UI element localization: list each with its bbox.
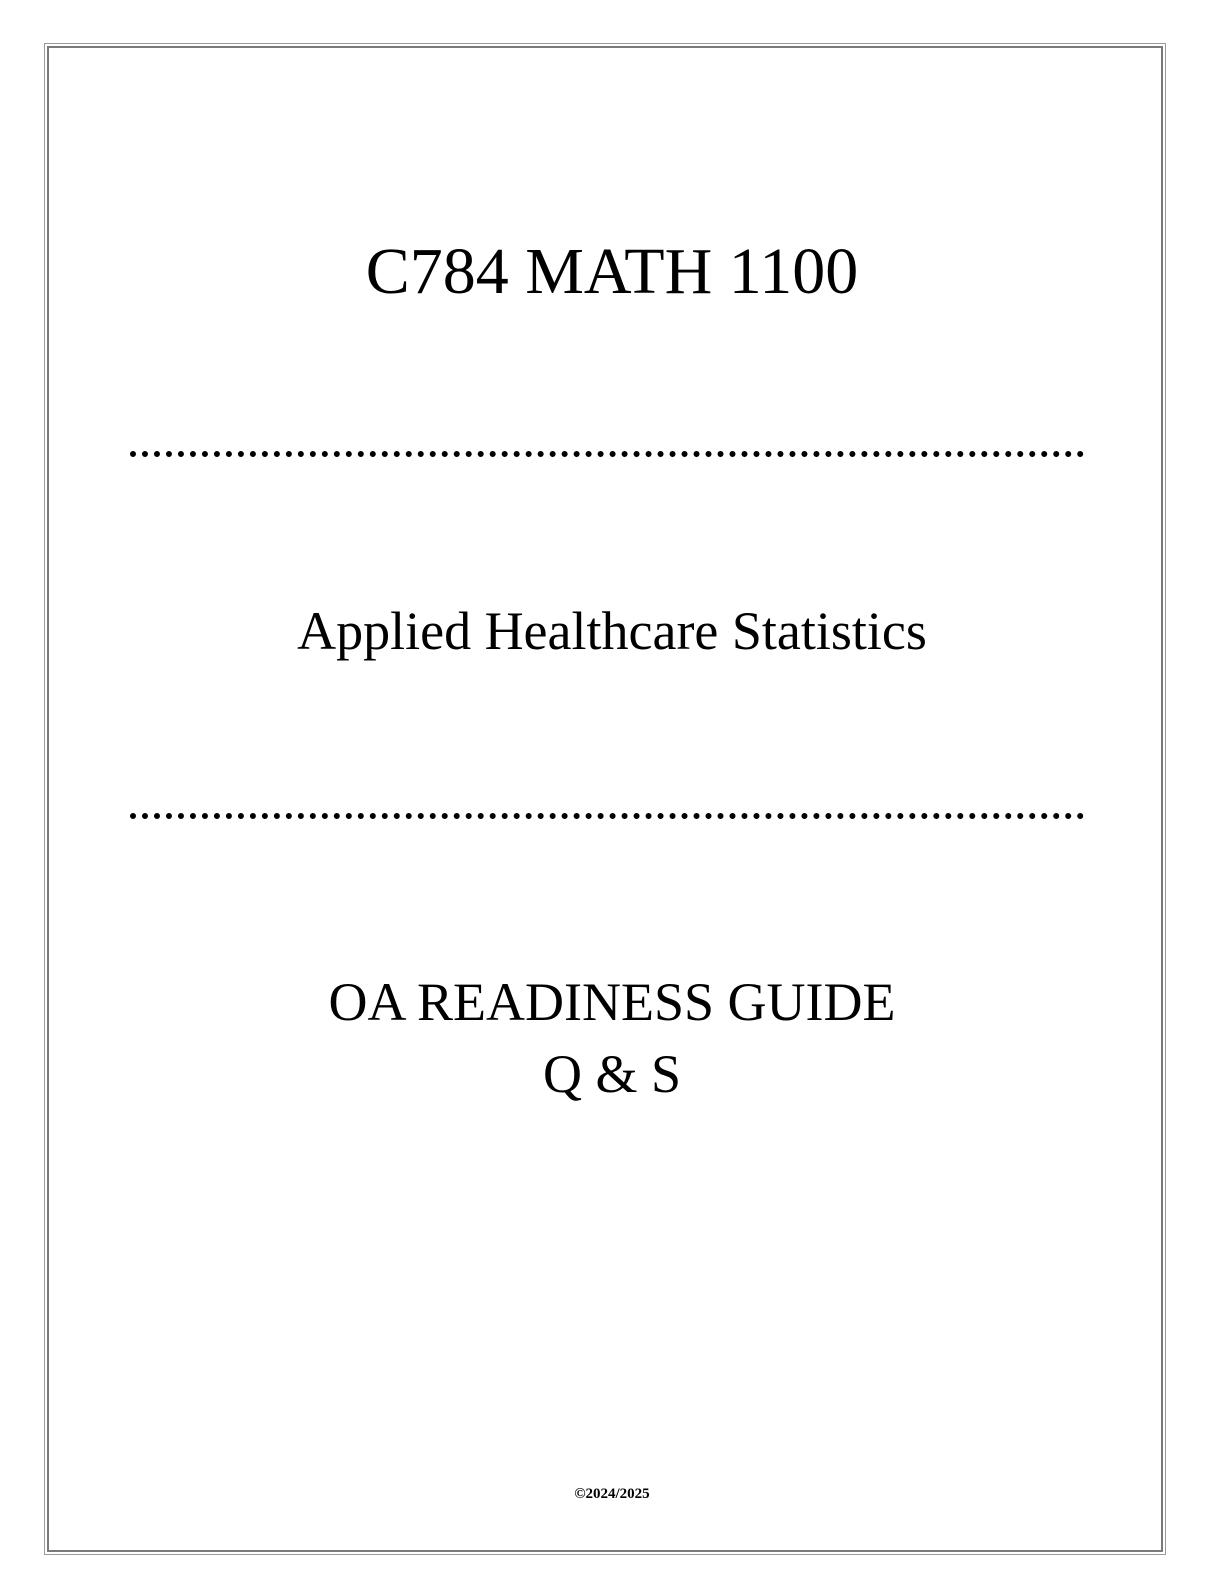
guide-title: OA READINESS GUIDE bbox=[328, 972, 896, 1032]
dotted-divider-top bbox=[130, 451, 1084, 457]
course-title: C784 MATH 1100 bbox=[365, 235, 859, 308]
course-subtitle: Applied Healthcare Statistics bbox=[297, 601, 927, 661]
copyright-footer: ©2024/2025 bbox=[574, 1486, 650, 1502]
guide-subtitle: Q & S bbox=[542, 1044, 682, 1104]
dotted-divider-bottom bbox=[130, 813, 1084, 819]
